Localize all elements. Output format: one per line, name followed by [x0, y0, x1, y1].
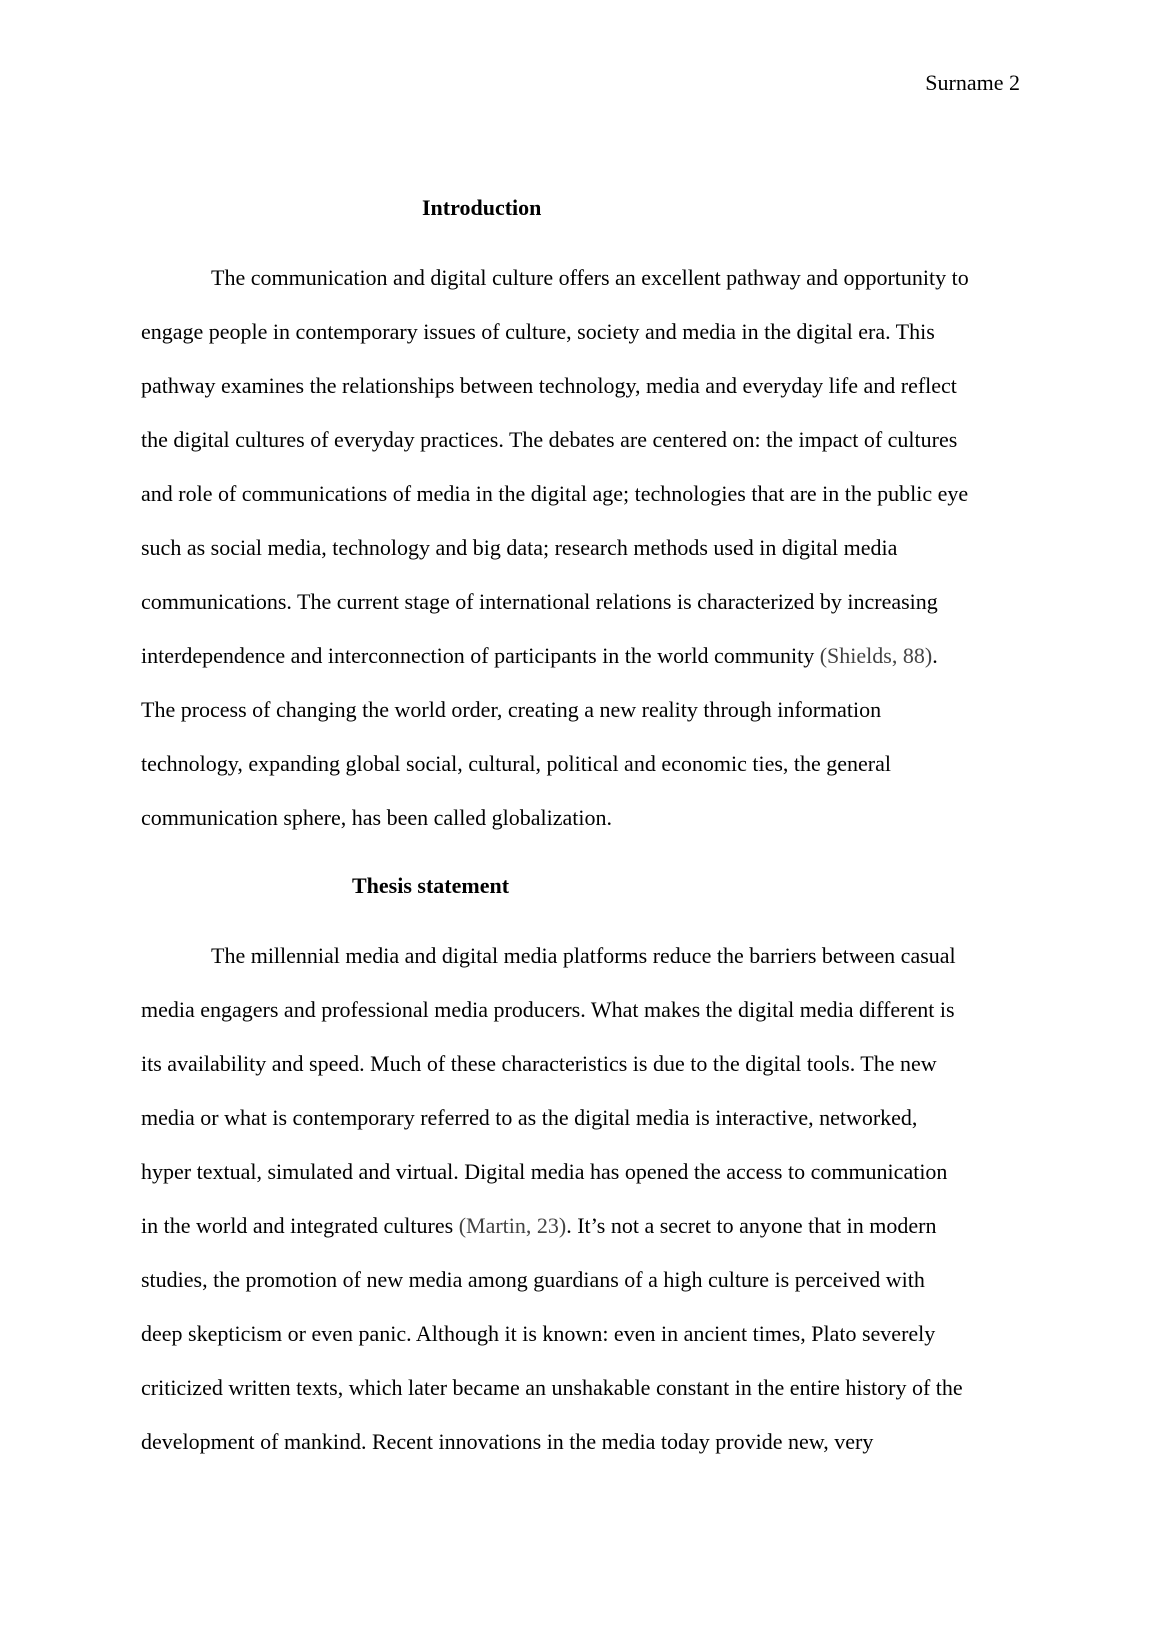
paragraph-line: such as social media, technology and big data; research methods used in digital media [141, 535, 898, 560]
paragraph-line: engage people in contemporary issues of culture, society and media in the digital era. This [141, 319, 935, 344]
line-text: . It’s not a secret to anyone that in modern [566, 1213, 937, 1238]
running-head: Surname 2 [925, 70, 1020, 95]
citation-martin: (Martin, 23) [458, 1213, 567, 1238]
paragraph-line: media or what is contemporary referred to as the digital media is interactive, networked, [141, 1105, 918, 1130]
introduction-paragraph [141, 251, 1021, 845]
line-text: . [932, 643, 938, 668]
paragraph-line: pathway examines the relationships between technology, media and everyday life and reflect [141, 373, 957, 398]
paragraph-line: technology, expanding global social, cultural, political and economic ties, the general [141, 751, 891, 776]
paragraph-line [141, 629, 1021, 683]
paragraph-line: media engagers and professional media producers. What makes the digital media different is [141, 997, 955, 1022]
paragraph-line: The millennial media and digital media platforms reduce the barriers between casual [211, 943, 956, 968]
line-text: interdependence and interconnection of participants in the world community [141, 643, 820, 668]
paragraph-line: criticized written texts, which later became an unshakable constant in the entire history of the [141, 1375, 963, 1400]
paragraph-line: The communication and digital culture offers an excellent pathway and opportunity to [211, 265, 969, 290]
introduction-heading: Introduction [422, 195, 542, 220]
paragraph-line: and role of communications of media in the digital age; technologies that are in the public eye [141, 481, 969, 506]
paragraph-line: the digital cultures of everyday practices. The debates are centered on: the impact of cultures [141, 427, 958, 452]
paragraph-line: communications. The current stage of international relations is characterized by increasing [141, 589, 938, 614]
citation-shields: (Shields, 88) [819, 643, 933, 668]
thesis-paragraph [141, 929, 1021, 1469]
paragraph-line: communication sphere, has been called globalization. [141, 805, 613, 830]
paragraph-line: its availability and speed. Much of these characteristics is due to the digital tools. The new [141, 1051, 937, 1076]
paragraph-line: development of mankind. Recent innovations in the media today provide new, very [141, 1429, 874, 1454]
line-text: in the world and integrated cultures [141, 1213, 459, 1238]
paragraph-line [141, 1199, 1021, 1253]
thesis-heading: Thesis statement [352, 873, 510, 898]
paragraph-line: hyper textual, simulated and virtual. Digital media has opened the access to communication [141, 1159, 948, 1184]
paragraph-line: deep skepticism or even panic. Although it is known: even in ancient times, Plato severely [141, 1321, 936, 1346]
paragraph-line: The process of changing the world order, creating a new reality through information [141, 697, 882, 722]
paragraph-line: studies, the promotion of new media among guardians of a high culture is perceived with [141, 1267, 925, 1292]
